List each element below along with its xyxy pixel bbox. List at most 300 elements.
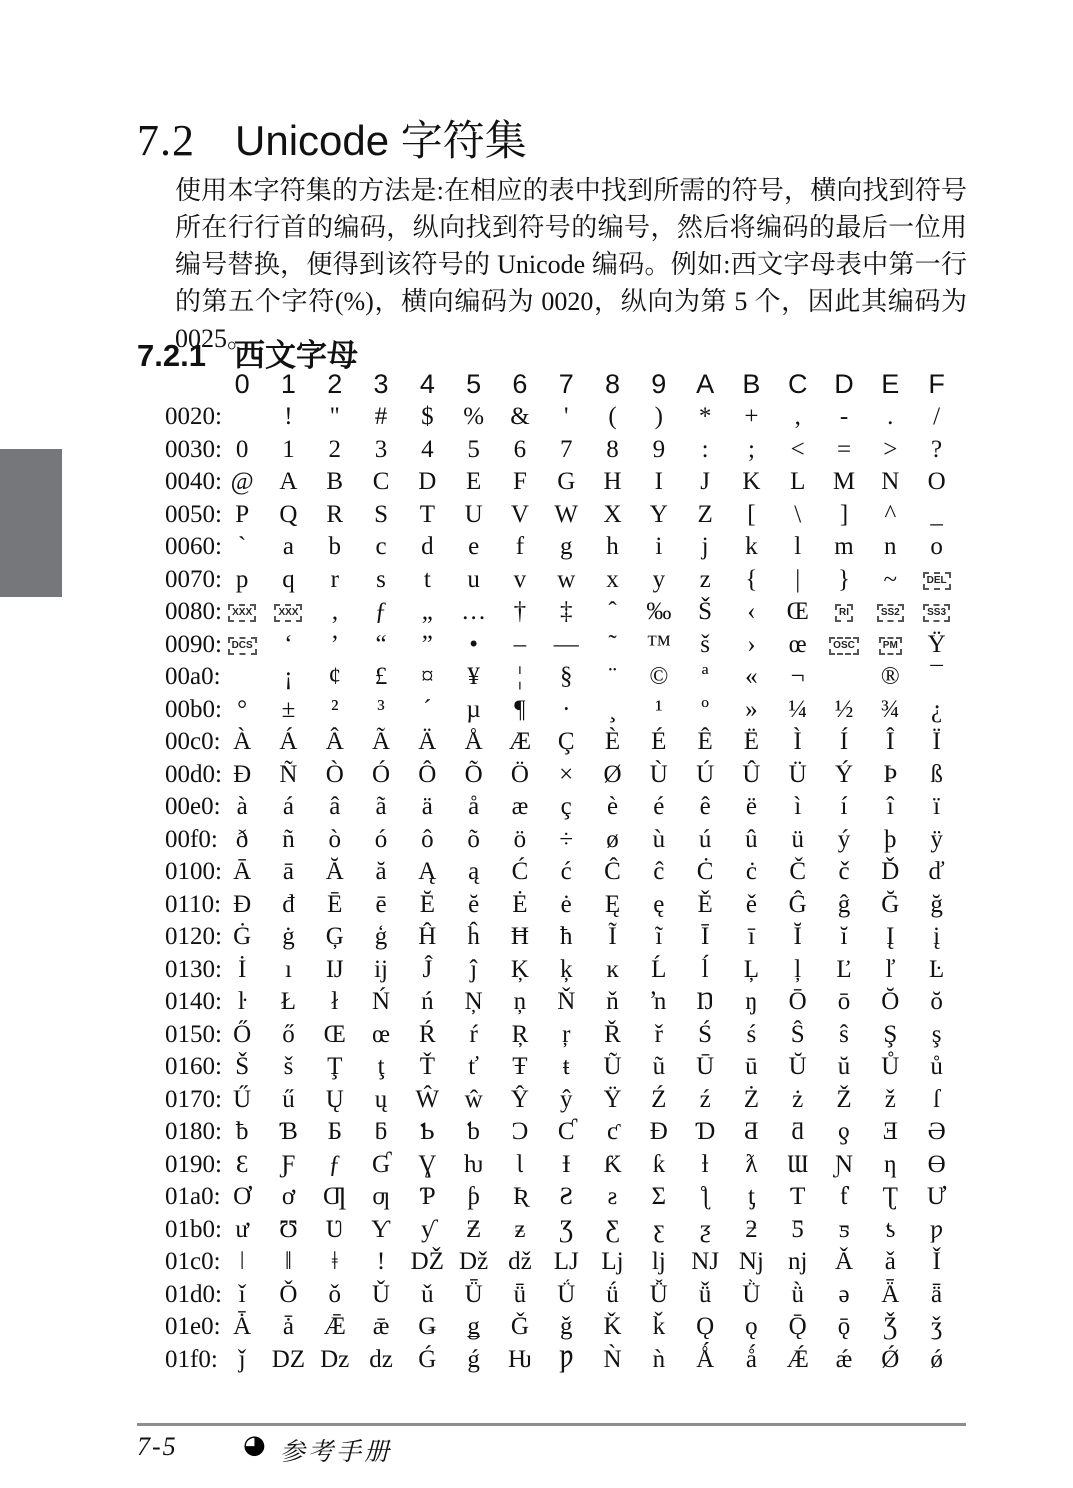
char-cell: Ô [418, 760, 437, 788]
char-cell: Ɩ [516, 1150, 524, 1178]
char-cell: ‡ [559, 598, 573, 625]
char-cell: í [840, 793, 848, 820]
char-cell: ǐ [238, 1280, 246, 1308]
char-cell: ě [745, 890, 757, 918]
char-cell: / [933, 403, 941, 430]
char-cell: ‰ [646, 598, 672, 625]
control-char-box: SS2 [877, 604, 904, 622]
row-label: 0150: [165, 1020, 222, 1048]
char-cell: ƹ [653, 1215, 665, 1243]
char-cell: p [235, 565, 249, 593]
char-cell: 9 [652, 435, 666, 463]
table-header-row [165, 368, 960, 401]
char-cell: Ŧ [512, 1053, 528, 1080]
table-row [165, 531, 960, 564]
char-cell [219, 596, 265, 629]
char-cell: 1 [282, 435, 295, 463]
column-header: 5 [466, 369, 482, 399]
char-cell: 7 [559, 435, 573, 463]
char-cell: Ǣ [323, 1313, 346, 1340]
char-cell: ĉ [653, 858, 665, 885]
char-cell: Ż [743, 1085, 760, 1113]
char-cell: ¡ [284, 663, 293, 690]
table-row [165, 1279, 960, 1312]
table-row [165, 824, 960, 857]
char-cell: ğ [930, 890, 943, 918]
row-label: 0100: [165, 858, 222, 885]
char-cell: ( [608, 403, 617, 430]
char-cell: Ơ [233, 1183, 252, 1210]
char-cell: Ŷ [510, 1085, 529, 1113]
char-cell: O [927, 468, 946, 495]
char-cell: ¬ [790, 663, 805, 690]
char-cell: Ĝ [788, 890, 807, 918]
char-cell: Ē [327, 890, 343, 918]
char-cell: Ū [696, 1053, 715, 1080]
char-cell: ǡ [282, 1313, 294, 1340]
char-cell: ǧ [559, 1313, 573, 1340]
char-cell: ç [560, 793, 572, 820]
char-cell: ³ [377, 695, 385, 723]
char-cell: ƥ [467, 1183, 480, 1210]
char-cell: ǯ [931, 1313, 943, 1340]
char-cell: Ř [604, 1020, 621, 1048]
char-cell: Ǯ [883, 1313, 898, 1340]
char-cell: ² [330, 695, 339, 723]
char-cell: ƅ [467, 1118, 480, 1145]
char-cell: Á [279, 728, 298, 755]
char-cell: Ő [233, 1020, 252, 1048]
row-label: 0060: [165, 533, 222, 560]
char-cell: £ [374, 663, 388, 690]
char-cell: Ƴ [371, 1215, 391, 1243]
table-row [165, 1019, 960, 1052]
control-char-box: DEL [923, 572, 951, 590]
row-label: 0190: [165, 1150, 222, 1178]
char-cell: Û [742, 760, 761, 788]
char-cell: Ũ [603, 1053, 622, 1080]
char-cell [219, 401, 265, 434]
char-cell: Ǫ [696, 1313, 715, 1340]
char-cell: ǚ [698, 1280, 712, 1308]
char-cell: ü [791, 825, 804, 853]
char-cell: Ō [788, 988, 807, 1015]
row-label: 0020: [165, 403, 222, 430]
char-cell: ŋ [745, 988, 758, 1015]
table-row [165, 759, 960, 792]
char-cell: ¶ [514, 695, 526, 723]
char-cell: ś [746, 1020, 757, 1048]
char-cell: Ŭ [788, 1053, 807, 1080]
char-cell: ƫ [747, 1183, 755, 1210]
char-cell: Ó [372, 760, 391, 788]
char-cell: Ğ [881, 890, 900, 918]
page-number: 7-5 [137, 1432, 178, 1461]
char-cell: Ĳ [325, 955, 344, 983]
char-cell: ƛ [745, 1150, 758, 1178]
char-cell: c [375, 533, 387, 560]
char-cell: ǲ [320, 1345, 350, 1373]
char-cell: Ǵ [418, 1345, 437, 1373]
char-cell: – [513, 630, 527, 658]
table-row [165, 889, 960, 922]
char-cell: « [745, 663, 758, 690]
column-header: 7 [558, 369, 574, 399]
row-label: 00a0: [165, 663, 221, 690]
char-cell: f [515, 533, 525, 560]
char-cell: Ĥ [418, 923, 437, 950]
table-row [165, 434, 960, 467]
char-cell: ’ [330, 630, 339, 658]
char-cell: Ƨ [559, 1183, 574, 1210]
char-cell: Ʒ [559, 1215, 573, 1243]
char-cell: Ħ [510, 923, 529, 950]
char-cell: ÷ [559, 825, 574, 853]
table-row [165, 564, 960, 597]
char-cell: Î [886, 728, 895, 755]
char-cell: Ǻ [696, 1345, 715, 1373]
unicode-table [165, 368, 960, 1376]
char-cell: ǰ [238, 1345, 246, 1373]
char-cell: _ [930, 500, 943, 528]
char-cell: ~ [883, 565, 898, 593]
char-cell: Ĵ [422, 955, 433, 983]
char-cell: ï [933, 793, 941, 820]
char-cell: Ś [698, 1020, 713, 1048]
char-cell: ǔ [421, 1280, 434, 1308]
char-cell: : [701, 435, 709, 463]
char-cell: A [279, 468, 298, 495]
char-cell: Ɠ [372, 1150, 391, 1178]
char-cell: ƀ [235, 1118, 249, 1145]
char-cell: - [839, 403, 849, 430]
char-cell: Ă [325, 858, 344, 885]
char-cell: 4 [421, 435, 434, 463]
char-cell: ǃ [376, 1248, 386, 1275]
char-cell: * [698, 403, 712, 430]
char-cell: B [326, 468, 344, 495]
char-cell: Ƽ [791, 1215, 804, 1243]
char-cell: † [513, 598, 527, 625]
char-cell: Ð [233, 760, 252, 788]
char-cell: ƌ [791, 1118, 804, 1145]
char-cell: Ů [881, 1053, 900, 1080]
char-cell: ő [282, 1020, 295, 1048]
char-cell: ľ [885, 955, 896, 983]
char-cell: “ [375, 630, 387, 658]
char-cell: y [652, 565, 666, 593]
char-cell: ß [930, 760, 943, 788]
char-cell: Ê [697, 728, 713, 755]
char-cell: Ǳ [271, 1345, 306, 1373]
char-cell: Ģ [325, 923, 344, 950]
char-cell: ë [745, 793, 757, 820]
char-cell: < [790, 435, 805, 463]
char-cell: Ǭ [788, 1313, 807, 1340]
char-cell: ǣ [372, 1313, 390, 1340]
table-row [165, 629, 960, 662]
char-cell: Ø [603, 760, 622, 788]
char-cell: Ŋ [696, 988, 714, 1015]
control-char-box: XXX [228, 604, 256, 622]
char-cell: ſ [933, 1085, 941, 1113]
table-row [165, 1214, 960, 1247]
char-cell: Ç [557, 728, 575, 755]
char-cell: ÿ [930, 825, 943, 853]
row-label: 01c0: [165, 1248, 221, 1275]
char-cell: ý [837, 825, 851, 853]
char-cell: V [510, 500, 529, 528]
char-cell: Ʀ [512, 1183, 527, 1210]
row-label: 0110: [165, 890, 222, 918]
char-cell: m [834, 533, 854, 560]
char-cell: ù [652, 825, 666, 853]
table-row [165, 466, 960, 499]
char-cell: 6 [513, 435, 527, 463]
char-cell: Ž [836, 1085, 852, 1113]
char-cell: ñ [282, 825, 295, 853]
row-label: 0140: [165, 988, 222, 1015]
char-cell: ǈ [601, 1248, 624, 1275]
char-cell: ō [837, 988, 851, 1015]
char-cell: Ə [927, 1118, 946, 1145]
char-cell: ŉ [651, 988, 667, 1015]
char-cell: Ï [932, 728, 941, 755]
char-cell: Œ [323, 1020, 346, 1048]
char-cell: ǌ [787, 1248, 808, 1275]
char-cell: T [419, 500, 435, 528]
char-cell: w [557, 565, 576, 593]
char-cell: ǀ [239, 1248, 245, 1275]
char-cell: o [930, 533, 943, 560]
char-cell: ă [375, 858, 387, 885]
char-cell: § [559, 663, 573, 690]
column-header: C [787, 369, 808, 399]
char-cell: ° [237, 695, 248, 723]
char-cell: @ [230, 468, 254, 495]
char-cell: š [700, 630, 710, 658]
section-number: 7.2.1 [137, 338, 206, 373]
char-cell: ǟ [931, 1280, 943, 1308]
char-cell: ö [513, 825, 527, 853]
row-label: 01d0: [165, 1280, 222, 1308]
char-cell: 3 [374, 435, 388, 463]
char-cell: = [836, 435, 852, 463]
char-cell: Ǐ [932, 1248, 941, 1275]
table-row [165, 726, 960, 759]
char-cell: ǻ [745, 1345, 757, 1373]
char-cell: Ņ [464, 988, 483, 1015]
char-cell: Ƶ [465, 1215, 482, 1243]
char-cell: ė [560, 890, 572, 918]
char-cell: Ƿ [559, 1345, 574, 1373]
char-cell: G [557, 468, 576, 495]
char-cell: Ù [649, 760, 668, 788]
char-cell: Đ [233, 890, 252, 918]
char-cell: Ā [233, 858, 252, 885]
control-char-box: PM [879, 637, 902, 655]
char-cell: Ě [697, 890, 713, 918]
char-cell: Ǟ [881, 1280, 900, 1308]
char-cell: Ę [604, 890, 621, 918]
char-cell: Ķ [510, 955, 529, 983]
char-cell: ť [468, 1053, 479, 1080]
table-row [165, 499, 960, 532]
column-header: 9 [651, 369, 667, 399]
control-char-box: XXX [274, 604, 302, 622]
char-cell: $ [421, 403, 434, 430]
char-cell: ą [468, 858, 480, 885]
char-cell: ƴ [421, 1215, 434, 1243]
char-cell: Ĭ [793, 923, 802, 950]
char-cell: r [330, 565, 339, 593]
char-cell: ĭ [840, 923, 848, 950]
table-row [165, 694, 960, 727]
char-cell: Ë [743, 728, 760, 755]
char-cell: Ų [325, 1085, 344, 1113]
char-cell: Q [279, 500, 298, 528]
intro-paragraph: 使用本字符集的方法是:在相应的表中找到所需的符号，横向找到符号所在行行首的编码，纵向找到符号的编号，然后将编码的最后一位用编号替换，便得到该符号的 Unicode 编码。例如:西文字母表中第一行的第五个字符(%)，横向编码为 0020，纵向为第 5 个，因此其编码为 0025。 [175, 176, 967, 353]
char-cell: ǥ [467, 1313, 480, 1340]
char-cell: œ [788, 630, 807, 658]
char-cell: â [329, 793, 341, 820]
char-cell: ‚ [330, 598, 339, 625]
footer-divider [137, 1423, 966, 1426]
char-cell: " [329, 403, 340, 430]
char-cell: ǖ [513, 1280, 527, 1308]
char-cell: × [559, 760, 574, 788]
table-row [165, 1149, 960, 1182]
char-cell: ø [606, 825, 619, 853]
row-label: 0050: [165, 500, 222, 528]
char-cell: ƈ [606, 1118, 619, 1145]
char-cell: Ƭ [790, 1183, 806, 1210]
control-char-box: OSC [829, 637, 859, 655]
char-cell: , [794, 403, 801, 430]
char-cell: a [282, 533, 294, 560]
char-cell: ¸ [608, 695, 617, 723]
char-cell: ǋ [738, 1248, 764, 1275]
row-label: 0180: [165, 1118, 222, 1145]
table-row [165, 401, 960, 434]
char-cell: Ü [788, 760, 807, 788]
char-cell: ş [931, 1020, 942, 1048]
row-label: 00b0: [165, 695, 222, 723]
char-cell: Ć [511, 858, 529, 885]
char-cell: Ǜ [742, 1280, 761, 1308]
char-cell: ŧ [562, 1053, 570, 1080]
char-cell: Ň [557, 988, 576, 1015]
row-label: 0130: [165, 955, 222, 983]
char-cell: ĝ [837, 890, 851, 918]
char-cell: û [745, 825, 758, 853]
char-cell: U [464, 500, 483, 528]
char-cell: Ư [926, 1183, 947, 1210]
char-cell: i [655, 533, 663, 560]
char-cell: Č [789, 858, 807, 885]
char-cell: | [795, 565, 801, 593]
char-cell: Ÿ [603, 1085, 622, 1113]
char-cell: ™ [646, 630, 672, 658]
char-cell: Ĩ [608, 923, 617, 950]
char-cell: é [653, 793, 665, 820]
chapter-title [137, 108, 527, 168]
char-cell: ĩ [655, 923, 663, 950]
char-cell: Ń [372, 988, 391, 1015]
column-header: 4 [419, 369, 435, 399]
char-cell: ` [237, 533, 247, 560]
char-cell: ‹ [747, 598, 756, 625]
char-cell: ď [928, 858, 945, 885]
row-label: 0170: [165, 1085, 222, 1113]
char-cell: Ġ [233, 923, 252, 950]
char-cell: ƿ [930, 1215, 943, 1243]
char-cell: ƙ [652, 1150, 666, 1178]
char-cell: > [883, 435, 898, 463]
char-cell: ơ [281, 1183, 296, 1210]
char-cell: v [513, 565, 527, 593]
char-cell [867, 629, 913, 662]
char-cell: Ŏ [881, 988, 900, 1015]
char-cell: È [604, 728, 621, 755]
char-cell: ˜ [608, 630, 617, 658]
char-cell: ú [698, 825, 712, 853]
char-cell: ® [880, 663, 900, 690]
char-cell: Ɖ [649, 1118, 668, 1145]
char-cell: Ì [793, 728, 802, 755]
char-cell: j [701, 533, 709, 560]
char-cell: H [603, 468, 622, 495]
char-cell: þ [884, 825, 897, 853]
char-cell: E [465, 468, 482, 495]
char-cell: ¥ [467, 663, 480, 690]
char-cell: Ƥ [419, 1183, 436, 1210]
char-cell: Ǎ [834, 1248, 854, 1275]
char-cell [219, 629, 265, 662]
char-cell: • [469, 630, 479, 658]
char-cell: z [699, 565, 711, 593]
char-cell: Ǒ [279, 1280, 298, 1308]
table-row [165, 1181, 960, 1214]
char-cell: ð [235, 825, 249, 853]
char-cell: Ò [325, 760, 344, 788]
char-cell: ǵ [467, 1345, 480, 1373]
char-cell: ŭ [837, 1053, 851, 1080]
char-cell: ǘ [606, 1280, 619, 1308]
char-cell: ŷ [559, 1085, 573, 1113]
char-cell: Ý [834, 760, 854, 788]
char-cell: Z [697, 500, 713, 528]
char-cell: ŝ [839, 1020, 849, 1048]
table-row [165, 1051, 960, 1084]
page-edge-thumb-tab [0, 449, 62, 597]
char-cell: Ã [372, 728, 391, 755]
char-cell: b [328, 533, 341, 560]
char-cell: č [838, 858, 850, 885]
char-cell: ; [747, 435, 755, 463]
row-label-spacer [165, 368, 219, 401]
char-cell: Ĕ [419, 890, 435, 918]
table-row [165, 596, 960, 629]
char-cell: Ǚ [649, 1280, 668, 1308]
table-row [165, 921, 960, 954]
char-cell: ā [282, 858, 294, 885]
char-cell: Ǘ [557, 1280, 576, 1308]
char-cell: ƪ [700, 1183, 710, 1210]
char-cell: ł [331, 988, 339, 1015]
row-label: 0090: [165, 630, 222, 658]
char-cell: ċ [745, 858, 757, 885]
